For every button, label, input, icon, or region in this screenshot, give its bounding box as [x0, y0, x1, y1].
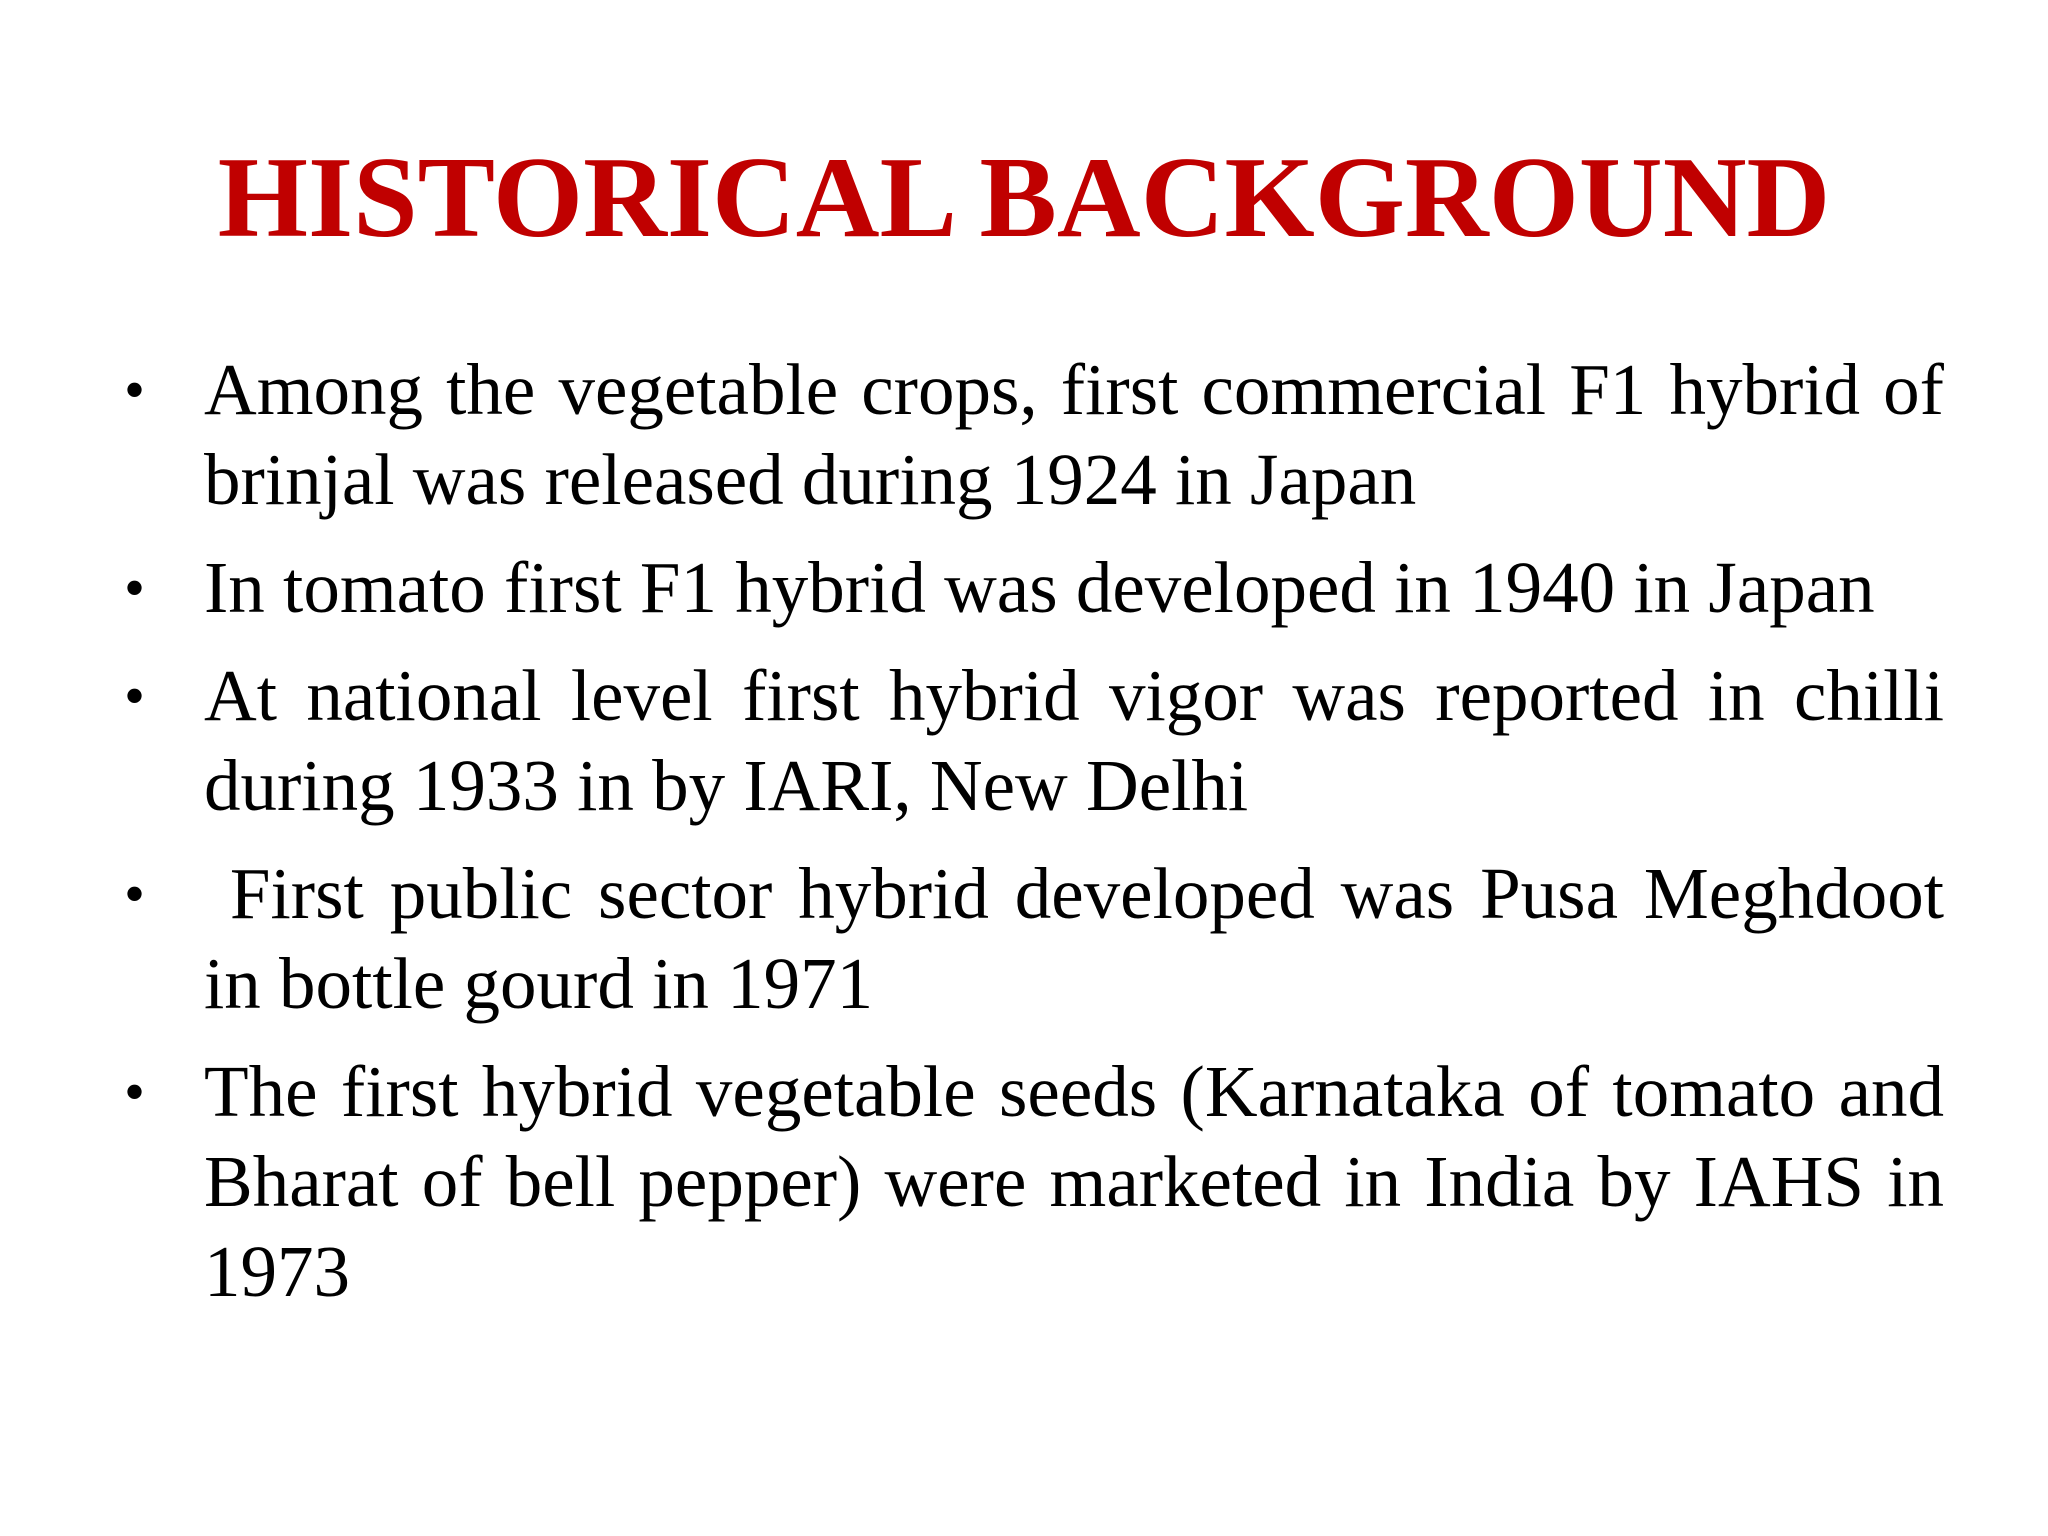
- bullet-item: [124, 849, 1963, 1029]
- bullet-item: [124, 1047, 1944, 1317]
- bullet-text: The first hybrid vegetable seeds (Karnataka of tomato and Bharat of bell pepper) were marketed in India by IAHS in 1973: [204, 1051, 1944, 1312]
- bullet-text: First public sector hybrid developed was Pusa Meghdoot in bottle gourd in 1971: [204, 853, 1963, 1024]
- bullet-text: In tomato first F1 hybrid was developed in 1940 in Japan: [204, 547, 1875, 628]
- bullet-list: [124, 345, 1963, 1335]
- bullet-text: Among the vegetable crops, first commercial F1 hybrid of brinjal was released during 1924 in Japan: [204, 349, 1944, 520]
- bullet-text: At national level first hybrid vigor was reported in chilli during 1933 in by IARI, New Delhi: [204, 655, 1944, 826]
- slide-title: HISTORICAL BACKGROUND: [217, 134, 1831, 262]
- bullet-item: [124, 543, 1944, 633]
- bullet-item: [124, 651, 1944, 831]
- bullet-icon: •: [124, 1059, 146, 1125]
- bullet-icon: •: [124, 861, 146, 927]
- bullet-item: [124, 345, 1944, 525]
- bullet-icon: •: [124, 357, 146, 423]
- bullet-icon: •: [124, 663, 146, 729]
- bullet-icon: •: [124, 555, 146, 621]
